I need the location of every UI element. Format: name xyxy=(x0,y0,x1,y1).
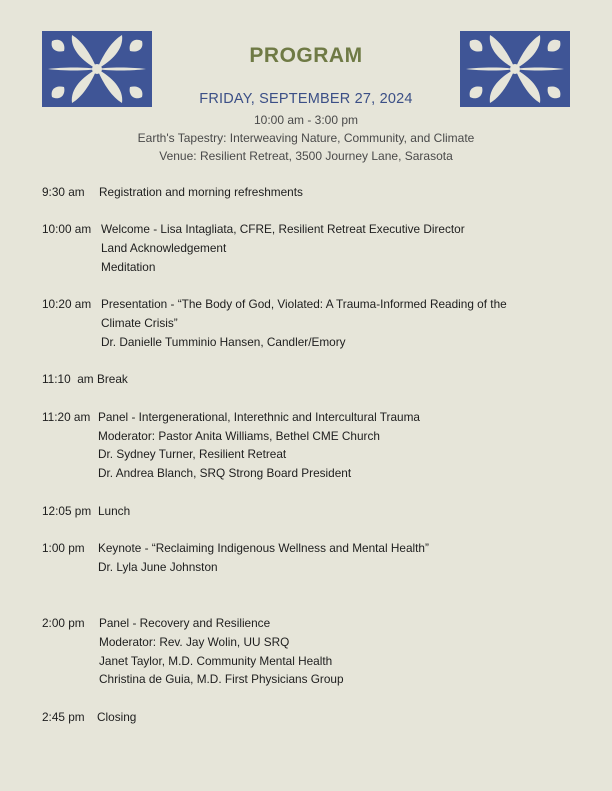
schedule-detail: Dr. Danielle Tumminio Hansen, Candler/Emory xyxy=(101,335,346,349)
schedule-title: Lunch xyxy=(98,504,131,518)
schedule-time: 12:05 pm xyxy=(42,504,92,518)
schedule-detail: Christina de Guia, M.D. First Physicians Group xyxy=(99,672,344,686)
event-theme: Earth's Tapestry: Interweaving Nature, Community, and Climate xyxy=(137,131,475,145)
schedule-detail: Meditation xyxy=(101,260,156,274)
event-time: 10:00 am - 3:00 pm xyxy=(253,113,359,127)
schedule-detail: Dr. Andrea Blanch, SRQ Strong Board President xyxy=(98,466,352,480)
schedule-time: 10:00 am xyxy=(42,222,92,236)
schedule-detail: Dr. Lyla June Johnston xyxy=(98,560,218,574)
schedule-title: Panel - Intergenerational, Interethnic and Intercultural Trauma xyxy=(98,410,420,424)
schedule-time: 1:00 pm xyxy=(42,541,85,555)
schedule-detail: Dr. Sydney Turner, Resilient Retreat xyxy=(98,447,287,461)
schedule-title: Panel - Recovery and Resilience xyxy=(99,616,271,630)
event-date: FRIDAY, SEPTEMBER 27, 2024 xyxy=(199,91,413,107)
schedule-time: 9:30 am xyxy=(42,185,85,199)
schedule-time: 11:20 am xyxy=(42,410,91,424)
page-title: PROGRAM xyxy=(249,44,363,67)
schedule-title: Welcome - Lisa Intagliata, CFRE, Resilient Retreat Executive Director xyxy=(101,222,465,236)
schedule-detail: Land Acknowledgement xyxy=(101,241,227,255)
schedule-title: Break xyxy=(97,372,128,386)
schedule-time: 10:20 am xyxy=(42,297,92,311)
event-venue: Venue: Resilient Retreat, 3500 Journey Lane, Sarasota xyxy=(159,149,453,163)
schedule-time: 2:45 pm xyxy=(42,710,85,724)
schedule-detail: Climate Crisis” xyxy=(101,316,178,330)
schedule-title: Closing xyxy=(97,710,137,724)
schedule-title: Keynote - “Reclaiming Indigenous Wellness and Mental Health” xyxy=(98,541,429,555)
schedule-detail: Janet Taylor, M.D. Community Mental Health xyxy=(99,654,333,668)
schedule-title: Registration and morning refreshments xyxy=(99,185,303,199)
schedule-detail: Moderator: Rev. Jay Wolin, UU SRQ xyxy=(99,635,290,649)
schedule-time: 2:00 pm xyxy=(42,616,85,630)
schedule-title: Presentation - “The Body of God, Violated: A Trauma-Informed Reading of the xyxy=(101,297,507,311)
schedule-detail: Moderator: Pastor Anita Williams, Bethel CME Church xyxy=(98,429,380,443)
schedule-time: 11:10 am xyxy=(42,372,94,386)
